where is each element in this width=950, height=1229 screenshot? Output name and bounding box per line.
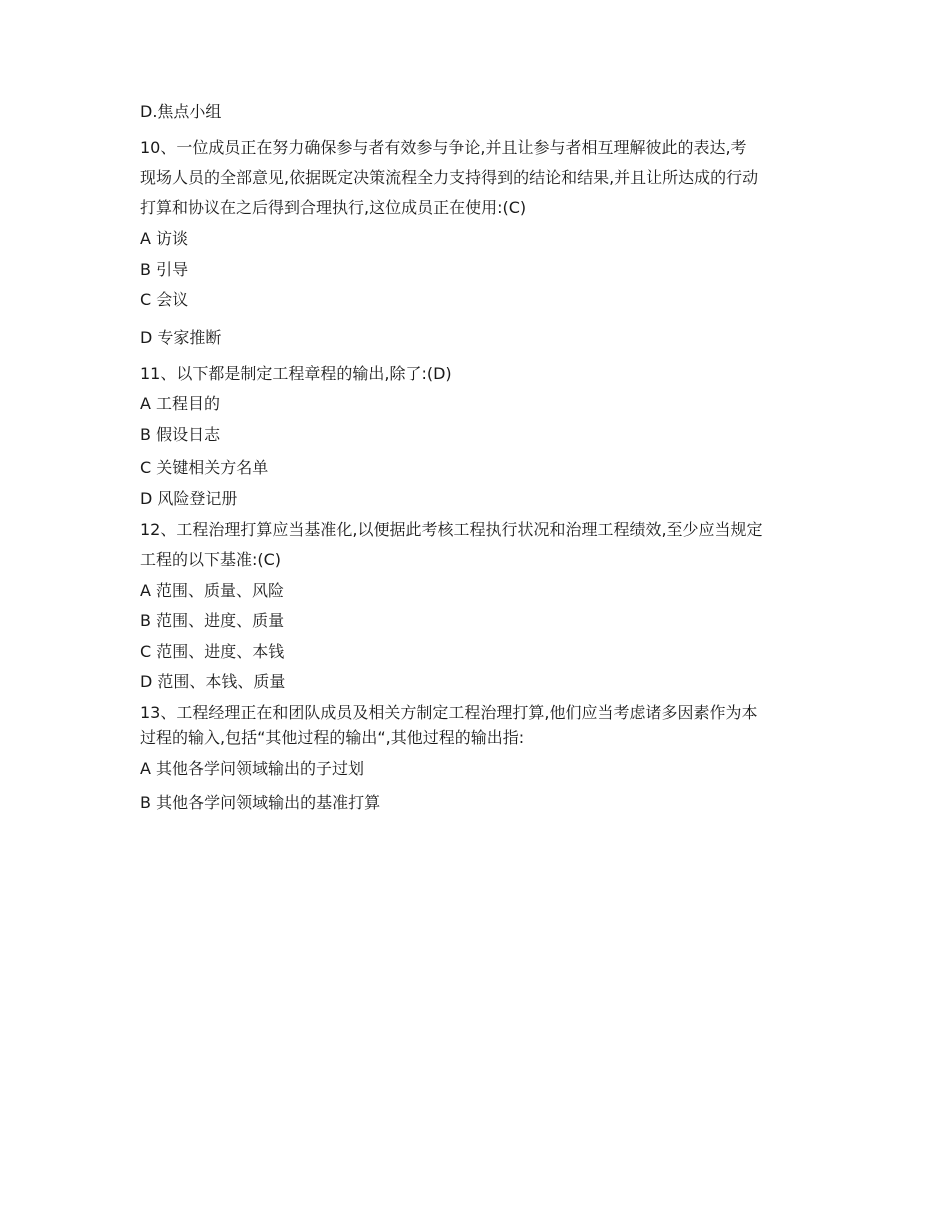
question-10-line-2: 现场人员的全部意见,依据既定决策流程全力支持得到的结论和结果,并且让所达成的行动 <box>140 168 759 187</box>
option-line-q11-c: C 关键相关方名单 <box>140 458 269 477</box>
question-12-line-2: 工程的以下基准:(C) <box>140 550 282 569</box>
option-line-q13-b: B 其他各学问领域输出的基准打算 <box>140 793 381 812</box>
question-12-line-1: 12、工程治理打算应当基准化,以便据此考核工程执行状况和治理工程绩效,至少应当规定 <box>140 520 763 539</box>
option-line-q11-b: B 假设日志 <box>140 425 221 444</box>
option-line-q12-b: B 范围、进度、质量 <box>140 611 285 630</box>
question-13-line-2: 过程的输入,包括“其他过程的输出“,其他过程的输出指: <box>140 728 525 747</box>
option-line-q9-d: D.焦点小组 <box>140 102 222 121</box>
option-line-q12-c: C 范围、进度、本钱 <box>140 642 285 661</box>
option-line-q10-c: C 会议 <box>140 290 189 309</box>
option-line-q12-a: A 范围、质量、风险 <box>140 581 285 600</box>
option-line-q10-a: A 访谈 <box>140 229 189 248</box>
option-line-q10-b: B 引导 <box>140 260 189 279</box>
question-10-line-3: 打算和协议在之后得到合理执行,这位成员正在使用:(C) <box>140 198 527 217</box>
question-13-line-1: 13、工程经理正在和团队成员及相关方制定工程治理打算,他们应当考虑诸多因素作为本 <box>140 703 758 722</box>
option-line-q13-a: A 其他各学问领域输出的子过划 <box>140 759 365 778</box>
option-line-q10-d: D 专家推断 <box>140 328 222 347</box>
option-line-q11-a: A 工程目的 <box>140 394 221 413</box>
question-11-line-1: 11、以下都是制定工程章程的输出,除了:(D) <box>140 364 452 383</box>
question-10-line-1: 10、一位成员正在努力确保参与者有效参与争论,并且让参与者相互理解彼此的表达,考 <box>140 138 747 157</box>
option-line-q11-d: D 风险登记册 <box>140 489 238 508</box>
option-line-q12-d: D 范围、本钱、质量 <box>140 672 286 691</box>
